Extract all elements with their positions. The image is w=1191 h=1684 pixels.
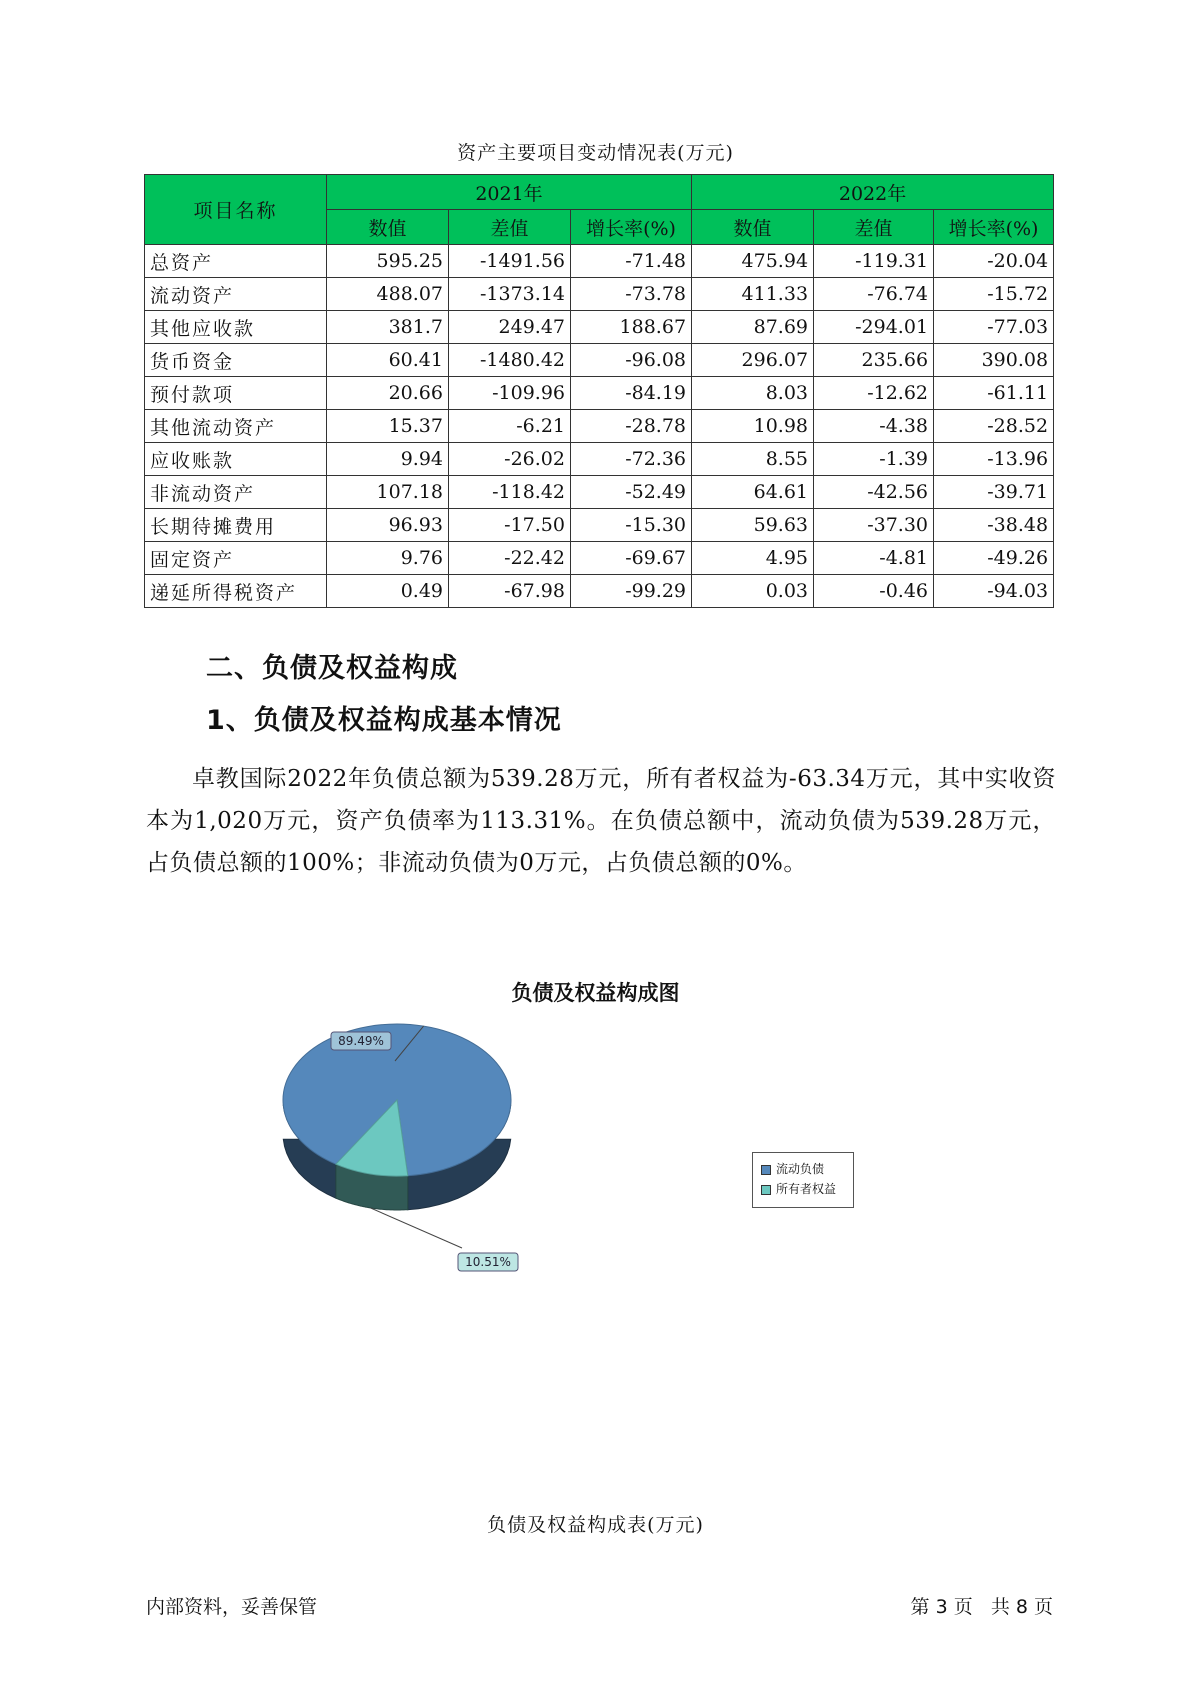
table-cell: -17.50 <box>449 509 571 542</box>
table-cell: -69.67 <box>571 542 692 575</box>
subheader-growth: 增长率(%) <box>934 210 1054 245</box>
table-cell: 20.66 <box>327 377 449 410</box>
table-cell: 488.07 <box>327 278 449 311</box>
table-cell: 249.47 <box>449 311 571 344</box>
subsection-heading: 1、负债及权益构成基本情况 <box>206 705 562 736</box>
header-year-2021: 2021年 <box>327 175 692 210</box>
table-cell: 15.37 <box>327 410 449 443</box>
table-cell: 64.61 <box>692 476 814 509</box>
table-cell: -39.71 <box>934 476 1054 509</box>
footer-page-number: 第 3 页 共 8 页 <box>910 1596 1053 1618</box>
table-cell: 8.03 <box>692 377 814 410</box>
table-cell: -4.81 <box>814 542 934 575</box>
table-cell: -76.74 <box>814 278 934 311</box>
table-cell: 381.7 <box>327 311 449 344</box>
table-cell: 107.18 <box>327 476 449 509</box>
row-label: 固定资产 <box>145 542 327 575</box>
table-cell: -118.42 <box>449 476 571 509</box>
table-cell: -294.01 <box>814 311 934 344</box>
subheader-growth: 增长率(%) <box>571 210 692 245</box>
row-label: 预付款项 <box>145 377 327 410</box>
row-label: 长期待摊费用 <box>145 509 327 542</box>
body-paragraph: 卓教国际2022年负债总额为539.28万元，所有者权益为-63.34万元，其中实收资本为1,020万元，资产负债率为113.31%。在负债总额中，流动负债为539.28万元，占负债总额的100%；非流动负债为0万元，占负债总额的0%。 <box>146 766 1056 876</box>
table-cell: 87.69 <box>692 311 814 344</box>
pie-label: 10.51% <box>465 1255 511 1269</box>
chart-legend <box>752 1152 854 1208</box>
table-cell: 235.66 <box>814 344 934 377</box>
subheader-diff: 差值 <box>449 210 571 245</box>
table-cell: -6.21 <box>449 410 571 443</box>
table-cell: -71.48 <box>571 245 692 278</box>
table-cell: 9.94 <box>327 443 449 476</box>
pie-label: 89.49% <box>338 1034 384 1048</box>
table-cell: -73.78 <box>571 278 692 311</box>
table-cell: 475.94 <box>692 245 814 278</box>
header-year-2022: 2022年 <box>692 175 1054 210</box>
row-label: 递延所得税资产 <box>145 575 327 608</box>
table-cell: 59.63 <box>692 509 814 542</box>
table-cell: -0.46 <box>814 575 934 608</box>
row-label: 非流动资产 <box>145 476 327 509</box>
table-cell: 60.41 <box>327 344 449 377</box>
table-cell: -1373.14 <box>449 278 571 311</box>
table-cell: 9.76 <box>327 542 449 575</box>
row-label: 货币资金 <box>145 344 327 377</box>
table-cell: -1480.42 <box>449 344 571 377</box>
subheader-value: 数值 <box>327 210 449 245</box>
table-cell: -22.42 <box>449 542 571 575</box>
table-cell: -28.52 <box>934 410 1054 443</box>
table-cell: -61.11 <box>934 377 1054 410</box>
table-cell: -28.78 <box>571 410 692 443</box>
table-cell: -15.30 <box>571 509 692 542</box>
table-cell: -1.39 <box>814 443 934 476</box>
table-caption: 资产主要项目变动情况表(万元) <box>457 142 734 164</box>
table-cell: 296.07 <box>692 344 814 377</box>
legend-item-current-liabilities <box>761 1160 824 1178</box>
table-cell: 96.93 <box>327 509 449 542</box>
row-label: 应收账款 <box>145 443 327 476</box>
table-cell: -109.96 <box>449 377 571 410</box>
table-cell: -94.03 <box>934 575 1054 608</box>
table-cell: -37.30 <box>814 509 934 542</box>
table-cell: -26.02 <box>449 443 571 476</box>
table-cell: -84.19 <box>571 377 692 410</box>
table-cell: 4.95 <box>692 542 814 575</box>
subheader-diff: 差值 <box>814 210 934 245</box>
table-cell: -4.38 <box>814 410 934 443</box>
table-cell: -49.26 <box>934 542 1054 575</box>
table-cell: -52.49 <box>571 476 692 509</box>
row-label: 其他应收款 <box>145 311 327 344</box>
table-cell: 390.08 <box>934 344 1054 377</box>
table-cell: -1491.56 <box>449 245 571 278</box>
row-label: 总资产 <box>145 245 327 278</box>
legend-label: 流动负债 <box>776 1162 825 1176</box>
table-cell: -72.36 <box>571 443 692 476</box>
table-cell: -77.03 <box>934 311 1054 344</box>
table-cell: -20.04 <box>934 245 1054 278</box>
table-cell: 10.98 <box>692 410 814 443</box>
table-cell: 0.49 <box>327 575 449 608</box>
subheader-value: 数值 <box>692 210 814 245</box>
table-cell: -99.29 <box>571 575 692 608</box>
table-cell: 411.33 <box>692 278 814 311</box>
table-cell: -42.56 <box>814 476 934 509</box>
footer-confidential: 内部资料，妥善保管 <box>146 1596 318 1618</box>
table-cell: -12.62 <box>814 377 934 410</box>
legend-swatch <box>761 1165 771 1175</box>
table-cell: 595.25 <box>327 245 449 278</box>
chart-title: 负债及权益构成图 <box>511 981 680 1005</box>
header-item-name: 项目名称 <box>145 175 327 245</box>
table-cell: 8.55 <box>692 443 814 476</box>
section-heading: 二、负债及权益构成 <box>206 653 458 684</box>
table-cell: -67.98 <box>449 575 571 608</box>
table-cell: -96.08 <box>571 344 692 377</box>
legend-item-owners-equity <box>761 1180 836 1198</box>
table-cell: -119.31 <box>814 245 934 278</box>
table-cell: -15.72 <box>934 278 1054 311</box>
legend-label: 所有者权益 <box>776 1182 837 1196</box>
row-label: 其他流动资产 <box>145 410 327 443</box>
table-cell: -13.96 <box>934 443 1054 476</box>
bottom-table-caption: 负债及权益构成表(万元) <box>487 1514 704 1536</box>
pie-label-leader <box>370 1208 462 1248</box>
legend-swatch <box>761 1185 771 1195</box>
table-cell: -38.48 <box>934 509 1054 542</box>
table-cell: 0.03 <box>692 575 814 608</box>
row-label: 流动资产 <box>145 278 327 311</box>
table-cell: 188.67 <box>571 311 692 344</box>
